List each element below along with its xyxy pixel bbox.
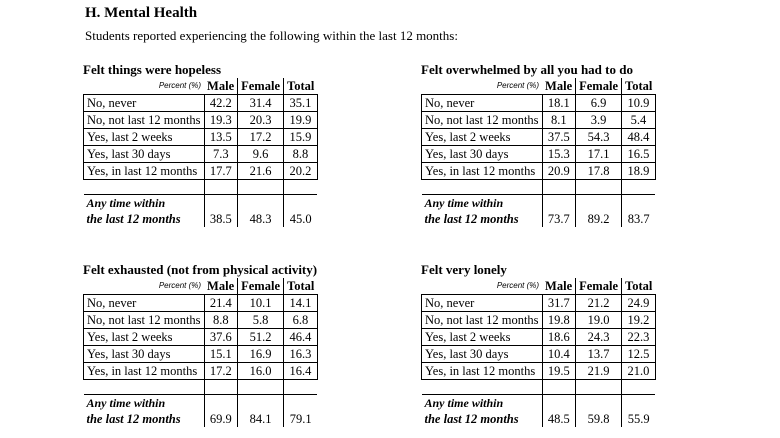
col-total: Total bbox=[625, 279, 653, 293]
table-row bbox=[84, 312, 318, 329]
row-label: No, never bbox=[422, 95, 543, 112]
row-label: No, never bbox=[84, 95, 205, 112]
female-value: 17.1 bbox=[576, 146, 622, 163]
male-value: 37.5 bbox=[542, 129, 576, 146]
spacer-row bbox=[84, 180, 318, 195]
total-value: 15.9 bbox=[284, 129, 318, 146]
col-female: Female bbox=[576, 278, 622, 295]
any-time-row bbox=[84, 395, 318, 412]
any-time-label-2: the last 12 months bbox=[422, 211, 543, 227]
row-label: Yes, in last 12 months bbox=[84, 363, 205, 380]
table-row bbox=[84, 346, 318, 363]
total-value: 10.9 bbox=[622, 95, 656, 112]
any-time-label-1: Any time within bbox=[422, 195, 543, 212]
any-male-value: 48.5 bbox=[542, 411, 576, 427]
male-value: 19.8 bbox=[542, 312, 576, 329]
female-value: 17.8 bbox=[576, 163, 622, 180]
any-female-value: 59.8 bbox=[576, 411, 622, 427]
any-time-row-values bbox=[422, 411, 656, 427]
percent-label: Percent (%) bbox=[158, 81, 202, 90]
table-row bbox=[84, 363, 318, 380]
any-female-value: 84.1 bbox=[238, 411, 284, 427]
male-value: 19.3 bbox=[204, 112, 238, 129]
table-row bbox=[84, 329, 318, 346]
row-label: Yes, in last 12 months bbox=[422, 163, 543, 180]
any-total-value: 83.7 bbox=[627, 212, 650, 226]
female-value: 17.2 bbox=[238, 129, 284, 146]
female-value: 54.3 bbox=[576, 129, 622, 146]
any-total-value: 79.1 bbox=[289, 412, 312, 426]
female-value: 6.9 bbox=[576, 95, 622, 112]
col-male: Male bbox=[542, 278, 576, 295]
total-value: 6.8 bbox=[284, 312, 318, 329]
female-value: 19.0 bbox=[576, 312, 622, 329]
male-value: 17.7 bbox=[204, 163, 238, 180]
col-total: Total bbox=[625, 79, 653, 93]
row-label: Yes, last 2 weeks bbox=[422, 329, 543, 346]
female-value: 51.2 bbox=[238, 329, 284, 346]
row-label: No, not last 12 months bbox=[422, 112, 543, 129]
male-value: 37.6 bbox=[204, 329, 238, 346]
total-value: 22.3 bbox=[622, 329, 656, 346]
total-value: 19.9 bbox=[284, 112, 318, 129]
total-value: 14.1 bbox=[284, 295, 318, 312]
any-male-value: 69.9 bbox=[204, 411, 238, 427]
male-value: 15.3 bbox=[542, 146, 576, 163]
female-value: 31.4 bbox=[238, 95, 284, 112]
any-male-value: 38.5 bbox=[204, 211, 238, 227]
female-value: 10.1 bbox=[238, 295, 284, 312]
table-row bbox=[422, 112, 656, 129]
percent-label: Percent (%) bbox=[158, 281, 202, 290]
total-value: 12.5 bbox=[622, 346, 656, 363]
male-value: 18.6 bbox=[542, 329, 576, 346]
percent-label: Percent (%) bbox=[496, 81, 540, 90]
any-time-row bbox=[422, 395, 656, 412]
male-value: 13.5 bbox=[204, 129, 238, 146]
male-value: 15.1 bbox=[204, 346, 238, 363]
table-row bbox=[422, 146, 656, 163]
any-female-value: 89.2 bbox=[576, 211, 622, 227]
total-value: 19.2 bbox=[622, 312, 656, 329]
total-value: 16.4 bbox=[284, 363, 318, 380]
total-value: 5.4 bbox=[622, 112, 656, 129]
col-female: Female bbox=[238, 78, 284, 95]
col-male: Male bbox=[542, 78, 576, 95]
male-value: 21.4 bbox=[204, 295, 238, 312]
male-value: 19.5 bbox=[542, 363, 576, 380]
table-row bbox=[84, 295, 318, 312]
table-row bbox=[84, 129, 318, 146]
male-value: 20.9 bbox=[542, 163, 576, 180]
table-row bbox=[422, 295, 656, 312]
any-time-label-2: the last 12 months bbox=[84, 411, 205, 427]
total-value: 21.0 bbox=[622, 363, 656, 380]
female-value: 21.6 bbox=[238, 163, 284, 180]
total-value: 8.8 bbox=[284, 146, 318, 163]
row-label: Yes, last 2 weeks bbox=[422, 129, 543, 146]
table-row bbox=[422, 129, 656, 146]
any-time-row-values bbox=[84, 411, 318, 427]
col-total: Total bbox=[287, 279, 315, 293]
female-value: 3.9 bbox=[576, 112, 622, 129]
female-value: 5.8 bbox=[238, 312, 284, 329]
spacer-row bbox=[422, 380, 656, 395]
any-male-value: 73.7 bbox=[542, 211, 576, 227]
row-label: Yes, last 2 weeks bbox=[84, 329, 205, 346]
header-row bbox=[422, 78, 656, 95]
intro-text: Students reported experiencing the following within the last 12 months: bbox=[85, 28, 458, 43]
header-row bbox=[84, 278, 318, 295]
total-value: 24.9 bbox=[622, 295, 656, 312]
male-value: 18.1 bbox=[542, 95, 576, 112]
row-label: Yes, last 2 weeks bbox=[84, 129, 205, 146]
male-value: 10.4 bbox=[542, 346, 576, 363]
percent-label: Percent (%) bbox=[496, 281, 540, 290]
any-time-label-1: Any time within bbox=[84, 195, 205, 212]
female-value: 13.7 bbox=[576, 346, 622, 363]
col-total: Total bbox=[287, 79, 315, 93]
table-row bbox=[422, 346, 656, 363]
row-label: No, never bbox=[422, 295, 543, 312]
data-table bbox=[83, 78, 318, 227]
row-label: Yes, last 30 days bbox=[84, 346, 205, 363]
row-label: Yes, last 30 days bbox=[422, 346, 543, 363]
table-row bbox=[422, 312, 656, 329]
any-time-row bbox=[84, 195, 318, 212]
any-total-value: 55.9 bbox=[627, 412, 650, 426]
row-label: Yes, in last 12 months bbox=[422, 363, 543, 380]
col-male: Male bbox=[204, 78, 238, 95]
table-row bbox=[84, 163, 318, 180]
table-row bbox=[84, 112, 318, 129]
table-row bbox=[422, 329, 656, 346]
header-row bbox=[422, 278, 656, 295]
table-row bbox=[422, 163, 656, 180]
female-value: 21.9 bbox=[576, 363, 622, 380]
any-female-value: 48.3 bbox=[238, 211, 284, 227]
row-label: Yes, last 30 days bbox=[422, 146, 543, 163]
table-row bbox=[422, 95, 656, 112]
table-row bbox=[84, 95, 318, 112]
any-time-row-values bbox=[84, 211, 318, 227]
col-female: Female bbox=[238, 278, 284, 295]
row-label: No, not last 12 months bbox=[84, 112, 205, 129]
total-value: 16.3 bbox=[284, 346, 318, 363]
total-value: 18.9 bbox=[622, 163, 656, 180]
panel-title: Felt overwhelmed by all you had to do bbox=[421, 62, 633, 77]
row-label: Yes, in last 12 months bbox=[84, 163, 205, 180]
female-value: 16.9 bbox=[238, 346, 284, 363]
spacer-row bbox=[422, 180, 656, 195]
col-female: Female bbox=[576, 78, 622, 95]
any-time-label-1: Any time within bbox=[422, 395, 543, 412]
total-value: 20.2 bbox=[284, 163, 318, 180]
any-total-value: 45.0 bbox=[289, 212, 312, 226]
male-value: 8.8 bbox=[204, 312, 238, 329]
spacer-row bbox=[84, 380, 318, 395]
male-value: 31.7 bbox=[542, 295, 576, 312]
any-time-label-1: Any time within bbox=[84, 395, 205, 412]
any-time-row-values bbox=[422, 211, 656, 227]
col-male: Male bbox=[204, 278, 238, 295]
any-time-row bbox=[422, 195, 656, 212]
total-value: 35.1 bbox=[284, 95, 318, 112]
male-value: 7.3 bbox=[204, 146, 238, 163]
data-table bbox=[421, 278, 656, 427]
table-row bbox=[84, 146, 318, 163]
total-value: 48.4 bbox=[622, 129, 656, 146]
section-title: H. Mental Health bbox=[85, 5, 198, 21]
any-time-label-2: the last 12 months bbox=[84, 211, 205, 227]
male-value: 42.2 bbox=[204, 95, 238, 112]
female-value: 16.0 bbox=[238, 363, 284, 380]
male-value: 17.2 bbox=[204, 363, 238, 380]
female-value: 20.3 bbox=[238, 112, 284, 129]
panel-title: Felt things were hopeless bbox=[83, 62, 222, 77]
data-table bbox=[83, 278, 318, 427]
data-table bbox=[421, 78, 656, 227]
total-value: 46.4 bbox=[284, 329, 318, 346]
row-label: Yes, last 30 days bbox=[84, 146, 205, 163]
panel-title: Felt very lonely bbox=[421, 262, 507, 277]
female-value: 9.6 bbox=[238, 146, 284, 163]
row-label: No, not last 12 months bbox=[84, 312, 205, 329]
any-time-label-2: the last 12 months bbox=[422, 411, 543, 427]
total-value: 16.5 bbox=[622, 146, 656, 163]
female-value: 24.3 bbox=[576, 329, 622, 346]
row-label: No, never bbox=[84, 295, 205, 312]
male-value: 8.1 bbox=[542, 112, 576, 129]
header-row bbox=[84, 78, 318, 95]
female-value: 21.2 bbox=[576, 295, 622, 312]
panel-title: Felt exhausted (not from physical activity) bbox=[83, 262, 318, 277]
row-label: No, not last 12 months bbox=[422, 312, 543, 329]
table-row bbox=[422, 363, 656, 380]
